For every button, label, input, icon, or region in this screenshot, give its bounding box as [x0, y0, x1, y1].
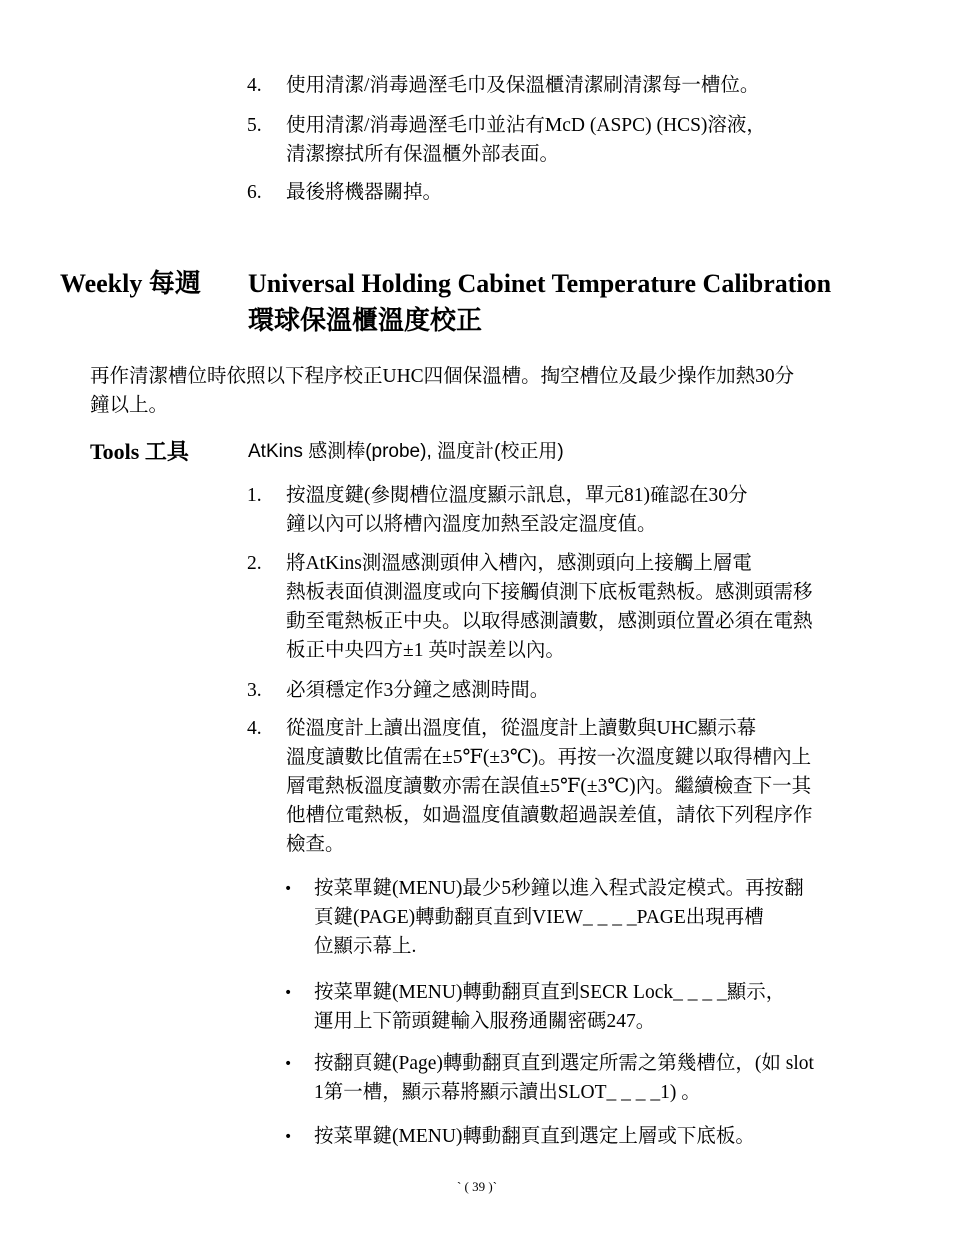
step-line: 從溫度計上讀出溫度值，從溫度計上讀數與UHC顯示幕: [286, 718, 757, 739]
step-line: 板正中央四方±1 英吋誤差以內。: [286, 640, 565, 661]
step-number: 4.: [247, 75, 262, 96]
step-line: 鐘以內可以將槽內溫度加熱至設定溫度值。: [286, 514, 657, 535]
step-text: 最後將機器關掉。: [286, 182, 443, 203]
step-text: 使用清潔/消毒過溼毛巾並沾有McD (ASPC) (HCS)溶液，: [286, 115, 766, 136]
bullet-line: 按菜單鍵(MENU)轉動翻頁直到SECR Lock_ _ _ _顯示，: [314, 982, 786, 1003]
step-line: 檢查。: [286, 834, 345, 855]
step-line: 必須穩定作3分鐘之感測時間。: [286, 680, 550, 701]
bullet-icon: •: [284, 985, 293, 1001]
step-number: 2.: [247, 553, 262, 574]
step-line: 將AtKins測溫感測頭伸入槽內，感測頭向上接觸上層電: [286, 553, 752, 574]
section-label: Weekly 每週: [60, 269, 201, 298]
step-line: 溫度讀數比值需在±5℉(±3℃)。再按一次溫度鍵以取得槽內上: [286, 747, 812, 768]
step-number: 1.: [247, 485, 262, 506]
bullet-line: 位顯示幕上.: [314, 936, 417, 957]
intro-line: 鐘以上。: [90, 395, 169, 416]
bullet-line: 1第一槽，顯示幕將顯示讀出SLOT_ _ _ _1) 。: [314, 1082, 701, 1103]
section-title-zh: 環球保溫櫃溫度校正: [248, 306, 483, 335]
section-title-en: Universal Holding Cabinet Temperature Calibration: [248, 269, 832, 298]
bullet-icon: •: [284, 881, 293, 897]
step-text: 使用清潔/消毒過溼毛巾及保溫櫃清潔刷清潔每一槽位。: [286, 75, 760, 96]
step-line: 動至電熱板正中央。以取得感測讀數，感測頭位置必須在電熱: [286, 611, 813, 632]
step-number: 5.: [247, 115, 262, 136]
page-number: ` ( 39 )`: [456, 1179, 498, 1194]
intro-line: 再作清潔槽位時依照以下程序校正UHC四個保溫槽。掏空槽位及最少操作加熱30分: [90, 366, 795, 387]
step-line: 熱板表面偵測溫度或向下接觸偵測下底板電熱板。感測頭需移: [286, 582, 813, 603]
step-number: 3.: [247, 680, 262, 701]
step-line: 層電熱板溫度讀數亦需在誤值±5℉(±3℃)內。繼續檢查下一其: [286, 776, 812, 797]
step-line: 他槽位電熱板，如過溫度值讀數超過誤差值，請依下列程序作: [286, 805, 813, 826]
bullet-line: 頁鍵(PAGE)轉動翻頁直到VIEW_ _ _ _PAGE出現再槽: [314, 907, 764, 928]
tools-label: Tools 工具: [90, 439, 189, 464]
step-line: 按溫度鍵(參閱槽位溫度顯示訊息，單元81)確認在30分: [286, 485, 748, 506]
tools-text: AtKins 感測棒(probe), 溫度計(校正用): [248, 441, 564, 462]
step-number: 6.: [247, 182, 262, 203]
step-number: 4.: [247, 718, 262, 739]
bullet-icon: •: [284, 1129, 293, 1145]
bullet-line: 按菜單鍵(MENU)最少5秒鐘以進入程式設定模式。再按翻: [314, 878, 804, 899]
bullet-line: 運用上下箭頭鍵輸入服務通關密碼247。: [314, 1011, 656, 1032]
bullet-line: 按菜單鍵(MENU)轉動翻頁直到選定上層或下底板。: [314, 1126, 755, 1147]
step-text: 清潔擦拭所有保溫櫃外部表面。: [286, 144, 560, 165]
bullet-icon: •: [284, 1056, 293, 1072]
bullet-line: 按翻頁鍵(Page)轉動翻頁直到選定所需之第幾槽位，(如 slot: [314, 1053, 814, 1074]
